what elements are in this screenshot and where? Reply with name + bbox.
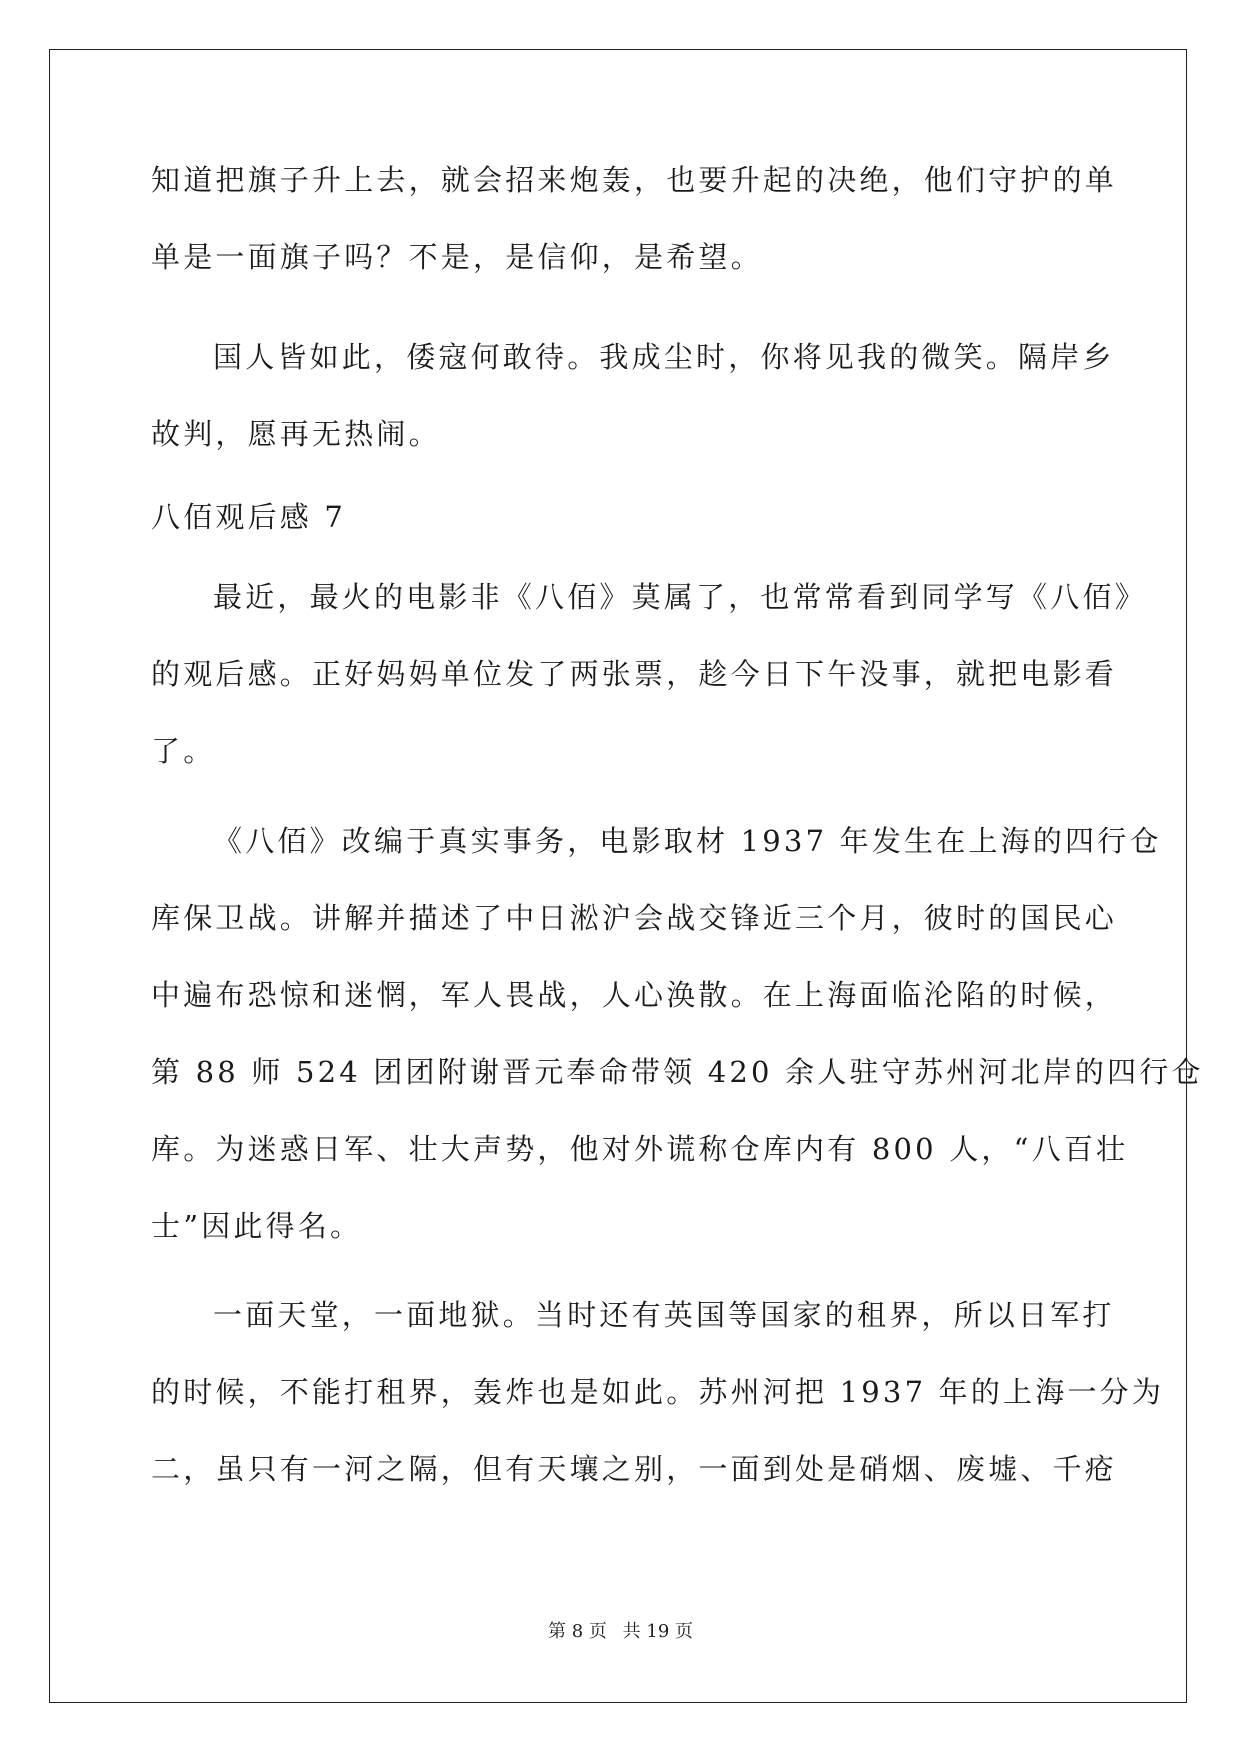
paragraph-line: 最近，最火的电影非《八佰》莫属了，也常常看到同学写《八佰》 bbox=[213, 580, 1147, 614]
paragraph-line: 一面天堂，一面地狱。当时还有英国等国家的租界，所以日军打 bbox=[213, 1298, 1115, 1332]
paragraph-line: 士”因此得名。 bbox=[151, 1209, 363, 1243]
paragraph-line: 单是一面旗子吗？不是，是信仰，是希望。 bbox=[151, 240, 763, 274]
paragraph-line: 了。 bbox=[151, 734, 216, 768]
paragraph-line: 知道把旗子升上去，就会招来炮轰，也要升起的决绝，他们守护的单 bbox=[151, 163, 1118, 197]
paragraph-line: 《八佰》改编于真实事务，电影取材 1937 年发生在上海的四行仓 bbox=[213, 824, 1162, 858]
page-footer bbox=[0, 1617, 1241, 1643]
page-total: 共 19 页 bbox=[622, 1621, 693, 1642]
paragraph-line: 第 88 师 524 团团附谢晋元奉命带领 420 余人驻守苏州河北岸的四行仓 bbox=[151, 1055, 1204, 1089]
paragraph-line: 故判，愿再无热闹。 bbox=[151, 417, 441, 451]
paragraph-line: 二，虽只有一河之隔，但有天壤之别，一面到处是硝烟、废墟、千疮 bbox=[151, 1452, 1118, 1486]
paragraph-line: 的观后感。正好妈妈单位发了两张票，趁今日下午没事，就把电影看 bbox=[151, 657, 1118, 691]
paragraph-line: 中遍布恐惊和迷惘，军人畏战，人心涣散。在上海面临沦陷的时候， bbox=[151, 978, 1118, 1012]
paragraph-line: 的时候，不能打租界，轰炸也是如此。苏州河把 1937 年的上海一分为 bbox=[151, 1375, 1165, 1409]
paragraph-line: 国人皆如此，倭寇何敢待。我成尘时，你将见我的微笑。隔岸乡 bbox=[213, 340, 1115, 374]
paragraph-line: 库保卫战。讲解并描述了中日淞沪会战交锋近三个月，彼时的国民心 bbox=[151, 901, 1118, 935]
page-number: 第 8 页 bbox=[548, 1621, 607, 1642]
section-heading: 八佰观后感 7 bbox=[151, 500, 347, 534]
paragraph-line: 库。为迷惑日军、壮大声势，他对外谎称仓库内有 800 人，“八百壮 bbox=[151, 1132, 1129, 1166]
